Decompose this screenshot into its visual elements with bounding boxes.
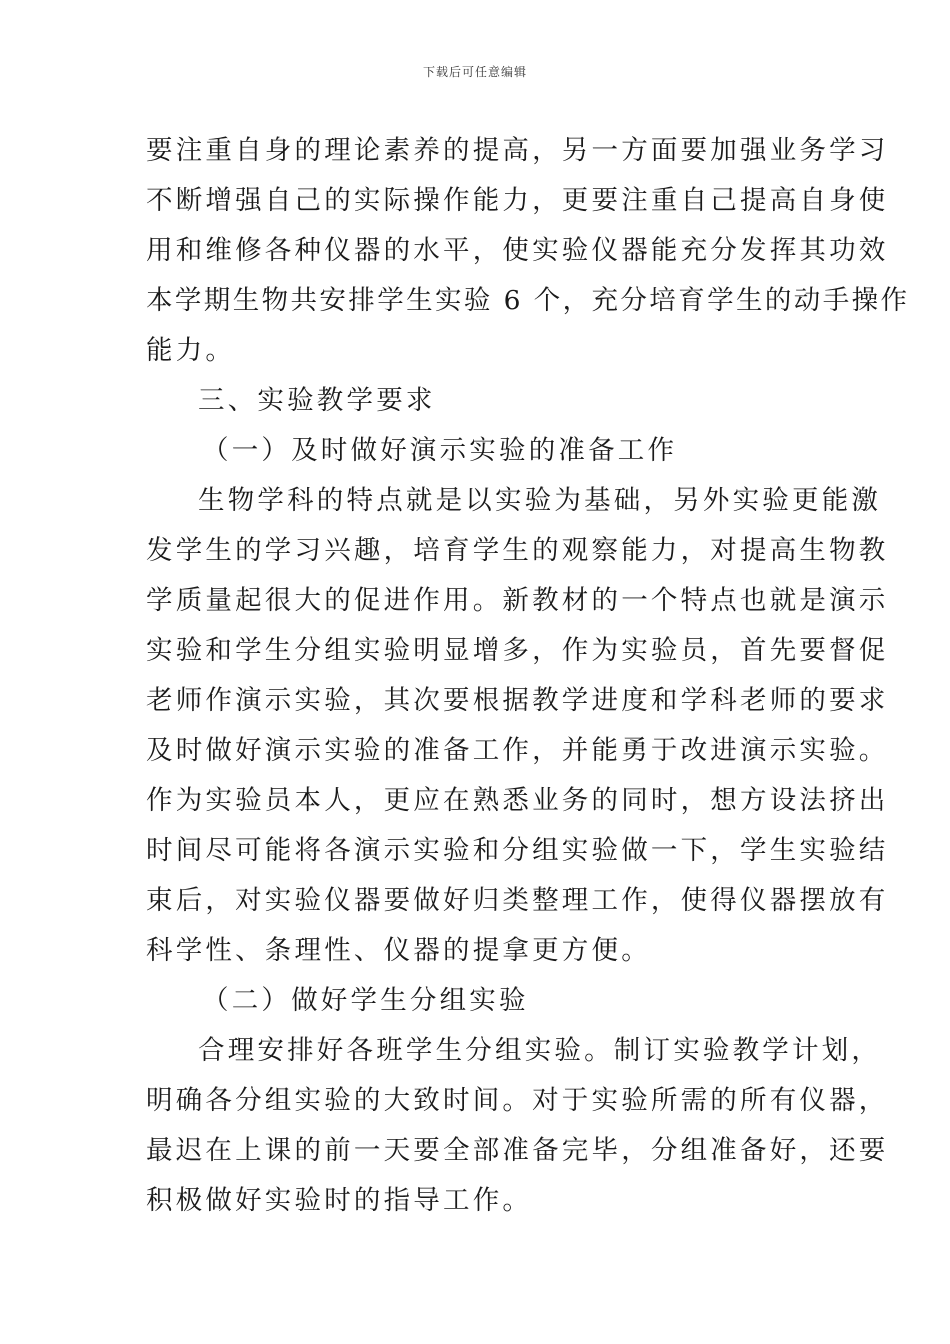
- page-header-note: 下载后可任意编辑: [422, 65, 527, 79]
- paragraph-line: 生物学科的特点就是以实验为基础，另外实验更能激: [198, 485, 882, 516]
- section-heading: 三、实验教学要求: [198, 385, 436, 416]
- paragraph-line: 本学期生物共安排学生实验 6 个，充分培育学生的动手操作: [146, 285, 910, 316]
- paragraph-line: 要注重自身的理论素养的提高，另一方面要加强业务学习: [146, 135, 889, 166]
- paragraph-line: 时间尽可能将各演示实验和分组实验做一下，学生实验结: [146, 835, 889, 866]
- paragraph-line: 发学生的学习兴趣，培育学生的观察能力，对提高生物教: [146, 535, 889, 566]
- paragraph-line: 最迟在上课的前一天要全部准备完毕，分组准备好，还要: [146, 1135, 889, 1166]
- paragraph-line: 及时做好演示实验的准备工作，并能勇于改进演示实验。: [146, 735, 889, 766]
- paragraph-line: 明确各分组实验的大致时间。对于实验所需的所有仪器，: [146, 1085, 889, 1116]
- paragraph-line: 实验和学生分组实验明显增多，作为实验员，首先要督促: [146, 635, 889, 666]
- subsection-heading: （一）及时做好演示实验的准备工作: [202, 435, 678, 466]
- paragraph-line: 积极做好实验时的指导工作。: [146, 1185, 533, 1216]
- subsection-heading: （二）做好学生分组实验: [202, 985, 529, 1016]
- paragraph-line: 作为实验员本人，更应在熟悉业务的同时，想方设法挤出: [146, 785, 889, 816]
- paragraph-line: 束后，对实验仪器要做好归类整理工作，使得仪器摆放有: [146, 885, 889, 916]
- paragraph-line: 用和维修各种仪器的水平，使实验仪器能充分发挥其功效: [146, 235, 889, 266]
- document-body: [146, 126, 910, 1226]
- paragraph-line: 科学性、条理性、仪器的提拿更方便。: [146, 935, 651, 966]
- paragraph-line: 学质量起很大的促进作用。新教材的一个特点也就是演示: [146, 585, 889, 616]
- paragraph-line: 能力。: [146, 335, 236, 366]
- paragraph-line: 不断增强自己的实际操作能力，更要注重自己提高自身使: [146, 185, 889, 216]
- paragraph-line: 老师作演示实验，其次要根据教学进度和学科老师的要求: [146, 685, 889, 716]
- paragraph-line: 合理安排好各班学生分组实验。制订实验教学计划，: [198, 1035, 882, 1066]
